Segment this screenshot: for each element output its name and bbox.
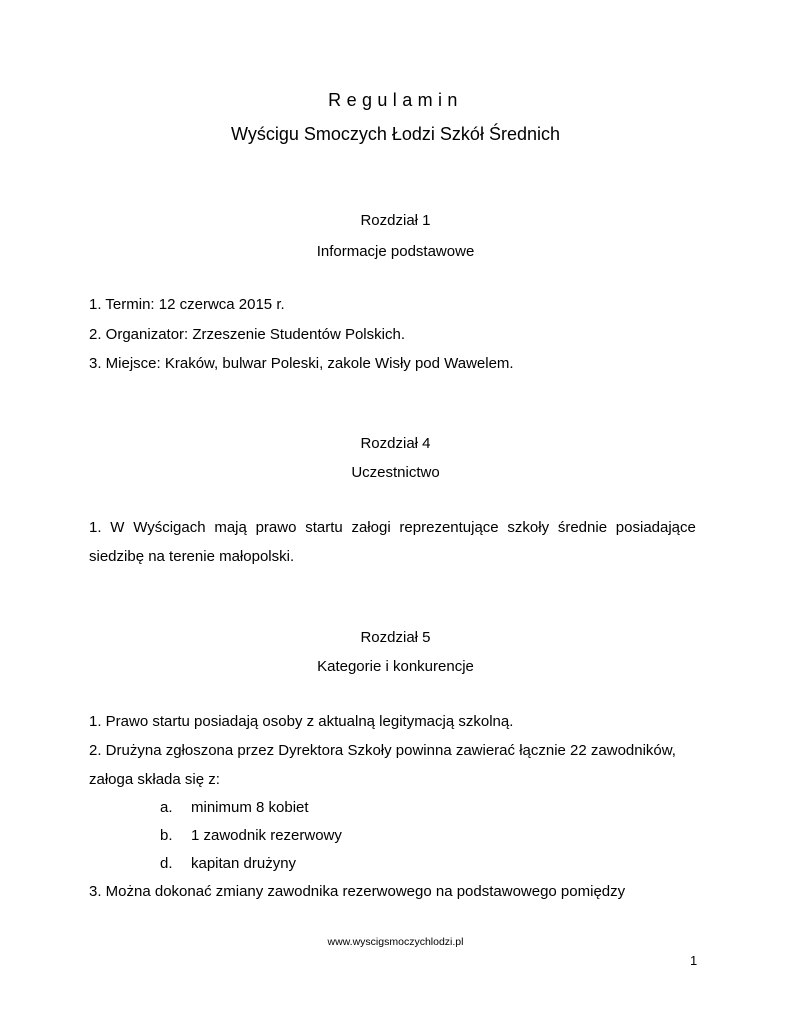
chapter-1-item-2: 2. Organizator: Zrzeszenie Studentów Polskich. <box>89 326 405 343</box>
subitem-letter: b. <box>160 827 173 844</box>
subitem-letter: d. <box>160 855 173 872</box>
chapter-4-subheading: Uczestnictwo <box>351 464 440 481</box>
chapter-5-subitem <box>160 827 342 844</box>
word: szkoły <box>507 519 550 536</box>
subitem-text: kapitan drużyny <box>191 855 297 872</box>
chapter-4-item-1-line-1 <box>89 519 696 536</box>
page-number: 1 <box>690 953 698 968</box>
chapter-1-subheading: Informacje podstawowe <box>316 243 475 260</box>
footer-url: www.wyscigsmoczychlodzi.pl <box>327 936 464 948</box>
subitem-letter: a. <box>160 799 173 816</box>
word: średnie <box>557 519 608 536</box>
chapter-5-subitem <box>160 799 309 816</box>
chapter-4-heading: Rozdział 4 <box>360 435 431 452</box>
subitem-text: 1 zawodnik rezerwowy <box>191 827 342 844</box>
word: startu <box>305 519 343 536</box>
chapter-5-subitem <box>160 855 296 872</box>
word: Wyścigach <box>133 519 206 536</box>
chapter-5-item-1: 1. Prawo startu posiadają osoby z aktualną legitymacją szkolną. <box>89 713 514 730</box>
chapter-5-item-2-line-1: 2. Drużyna zgłoszona przez Dyrektora Szkoły powinna zawierać łącznie 22 zawodników, <box>89 742 676 759</box>
word: załogi <box>351 519 391 536</box>
word: mają <box>214 519 247 536</box>
chapter-5-item-2-line-2: załoga składa się z: <box>89 771 220 788</box>
document-title: Regulamin <box>328 90 463 110</box>
word: reprezentujące <box>399 519 499 536</box>
document-subtitle: Wyścigu Smoczych Łodzi Szkół Średnich <box>231 124 560 144</box>
chapter-1-item-1: 1. Termin: 12 czerwca 2015 r. <box>89 296 285 313</box>
word: W <box>110 519 125 536</box>
chapter-5-heading: Rozdział 5 <box>360 629 431 646</box>
chapter-1-item-3: 3. Miejsce: Kraków, bulwar Poleski, zakole Wisły pod Wawelem. <box>89 355 514 372</box>
chapter-5-item-3: 3. Można dokonać zmiany zawodnika rezerwowego na podstawowego pomiędzy <box>89 883 626 900</box>
chapter-1-heading: Rozdział 1 <box>360 212 431 229</box>
word: 1. <box>89 519 102 536</box>
chapter-4-item-1-line-2: siedzibę na terenie małopolski. <box>89 548 295 565</box>
word: prawo <box>255 519 297 536</box>
chapter-5-subheading: Kategorie i konkurencje <box>317 658 474 675</box>
subitem-text: minimum 8 kobiet <box>191 799 309 816</box>
word: posiadające <box>615 519 696 536</box>
